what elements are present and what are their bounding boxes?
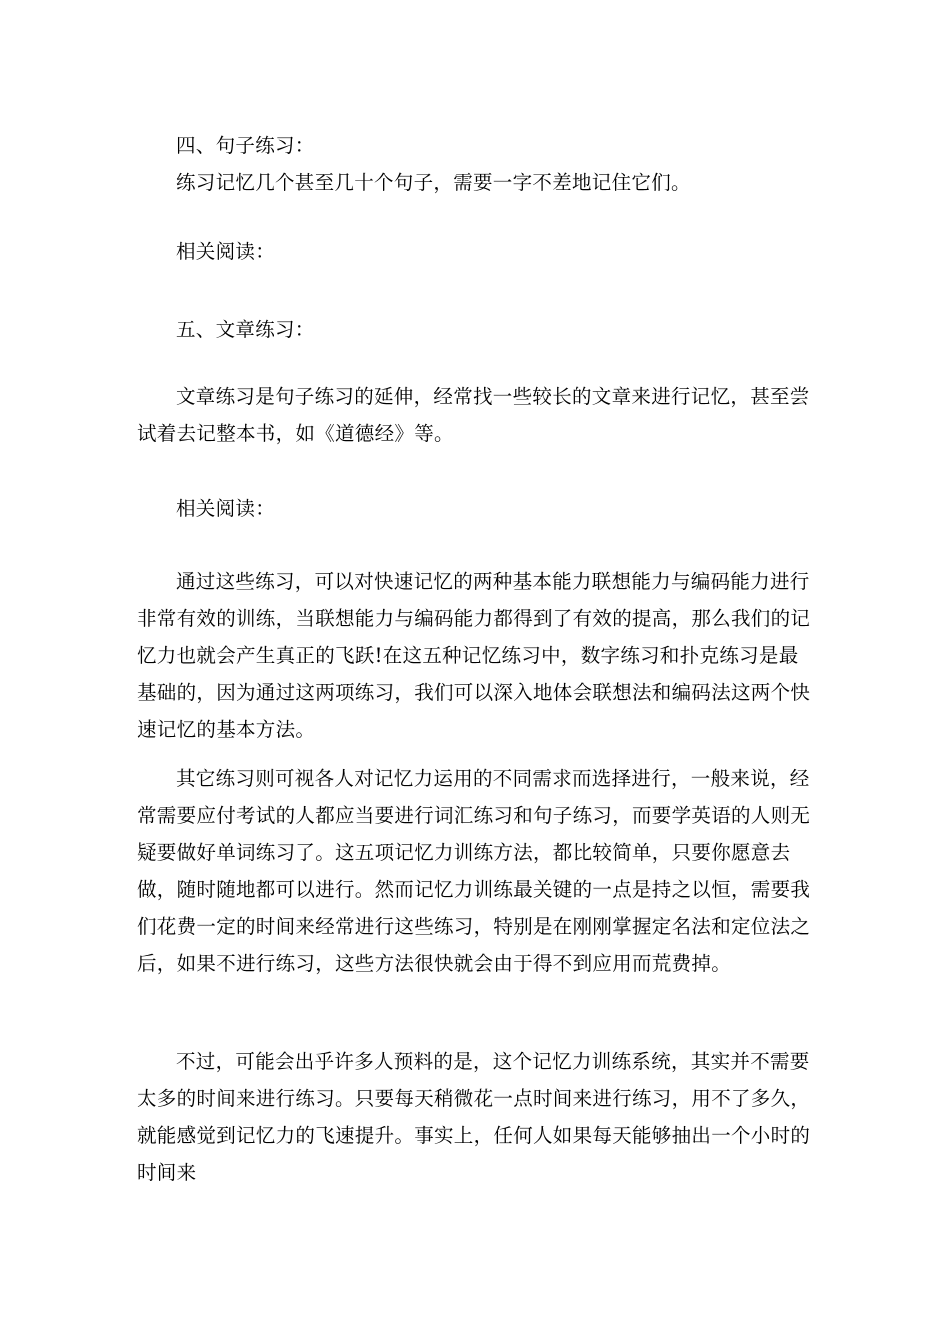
paragraph-article-practice: 文章练习是句子练习的延伸，经常找一些较长的文章来进行记忆，甚至尝试着去记整本书，如《道德经》等。	[137, 385, 810, 445]
paragraph-body: 不过，可能会出乎许多人预料的是，这个记忆力训练系统，其实并不需要太多的时间来进行练习。只要每天稍微花一点时间来进行练习，用不了多久，就能感觉到记忆力的飞速提升。事实上，任何人如果每天能够抽出一个小时的时间来	[137, 1050, 811, 1184]
related-reading-label: 相关阅读：	[176, 497, 276, 520]
related-reading-label: 相关阅读：	[176, 240, 276, 263]
paragraph-sentence-practice: 练习记忆几个甚至几十个句子，需要一字不差地记住它们。	[176, 171, 691, 194]
section-heading-sentence-practice: 四、句子练习：	[176, 134, 315, 157]
paragraph-body: 通过这些练习，可以对快速记忆的两种基本能力联想能力与编码能力进行非常有效的训练，当联想能力与编码能力都得到了有效的提高，那么我们的记忆力也就会产生真正的飞跃!在这五种记忆练习中，数字练习和扑克练习是最基础的，因为通过这两项练习，我们可以深入地体会联想法和编码法这两个快速记忆的基本方法。	[137, 570, 811, 741]
section-heading-article-practice: 五、文章练习：	[176, 318, 315, 341]
paragraph-body: 其它练习则可视各人对记忆力运用的不同需求而选择进行，一般来说，经常需要应付考试的人都应当要进行词汇练习和句子练习，而要学英语的人则无疑要做好单词练习了。这五项记忆力训练方法，都比较简单，只要你愿意去做，随时随地都可以进行。然而记忆力训练最关键的一点是持之以恒，需要我们花费一定的时间来经常进行这些练习，特别是在刚刚掌握定名法和定位法之后，如果不进行练习，这些方法很快就会由于得不到应用而荒费掉。	[137, 767, 811, 975]
